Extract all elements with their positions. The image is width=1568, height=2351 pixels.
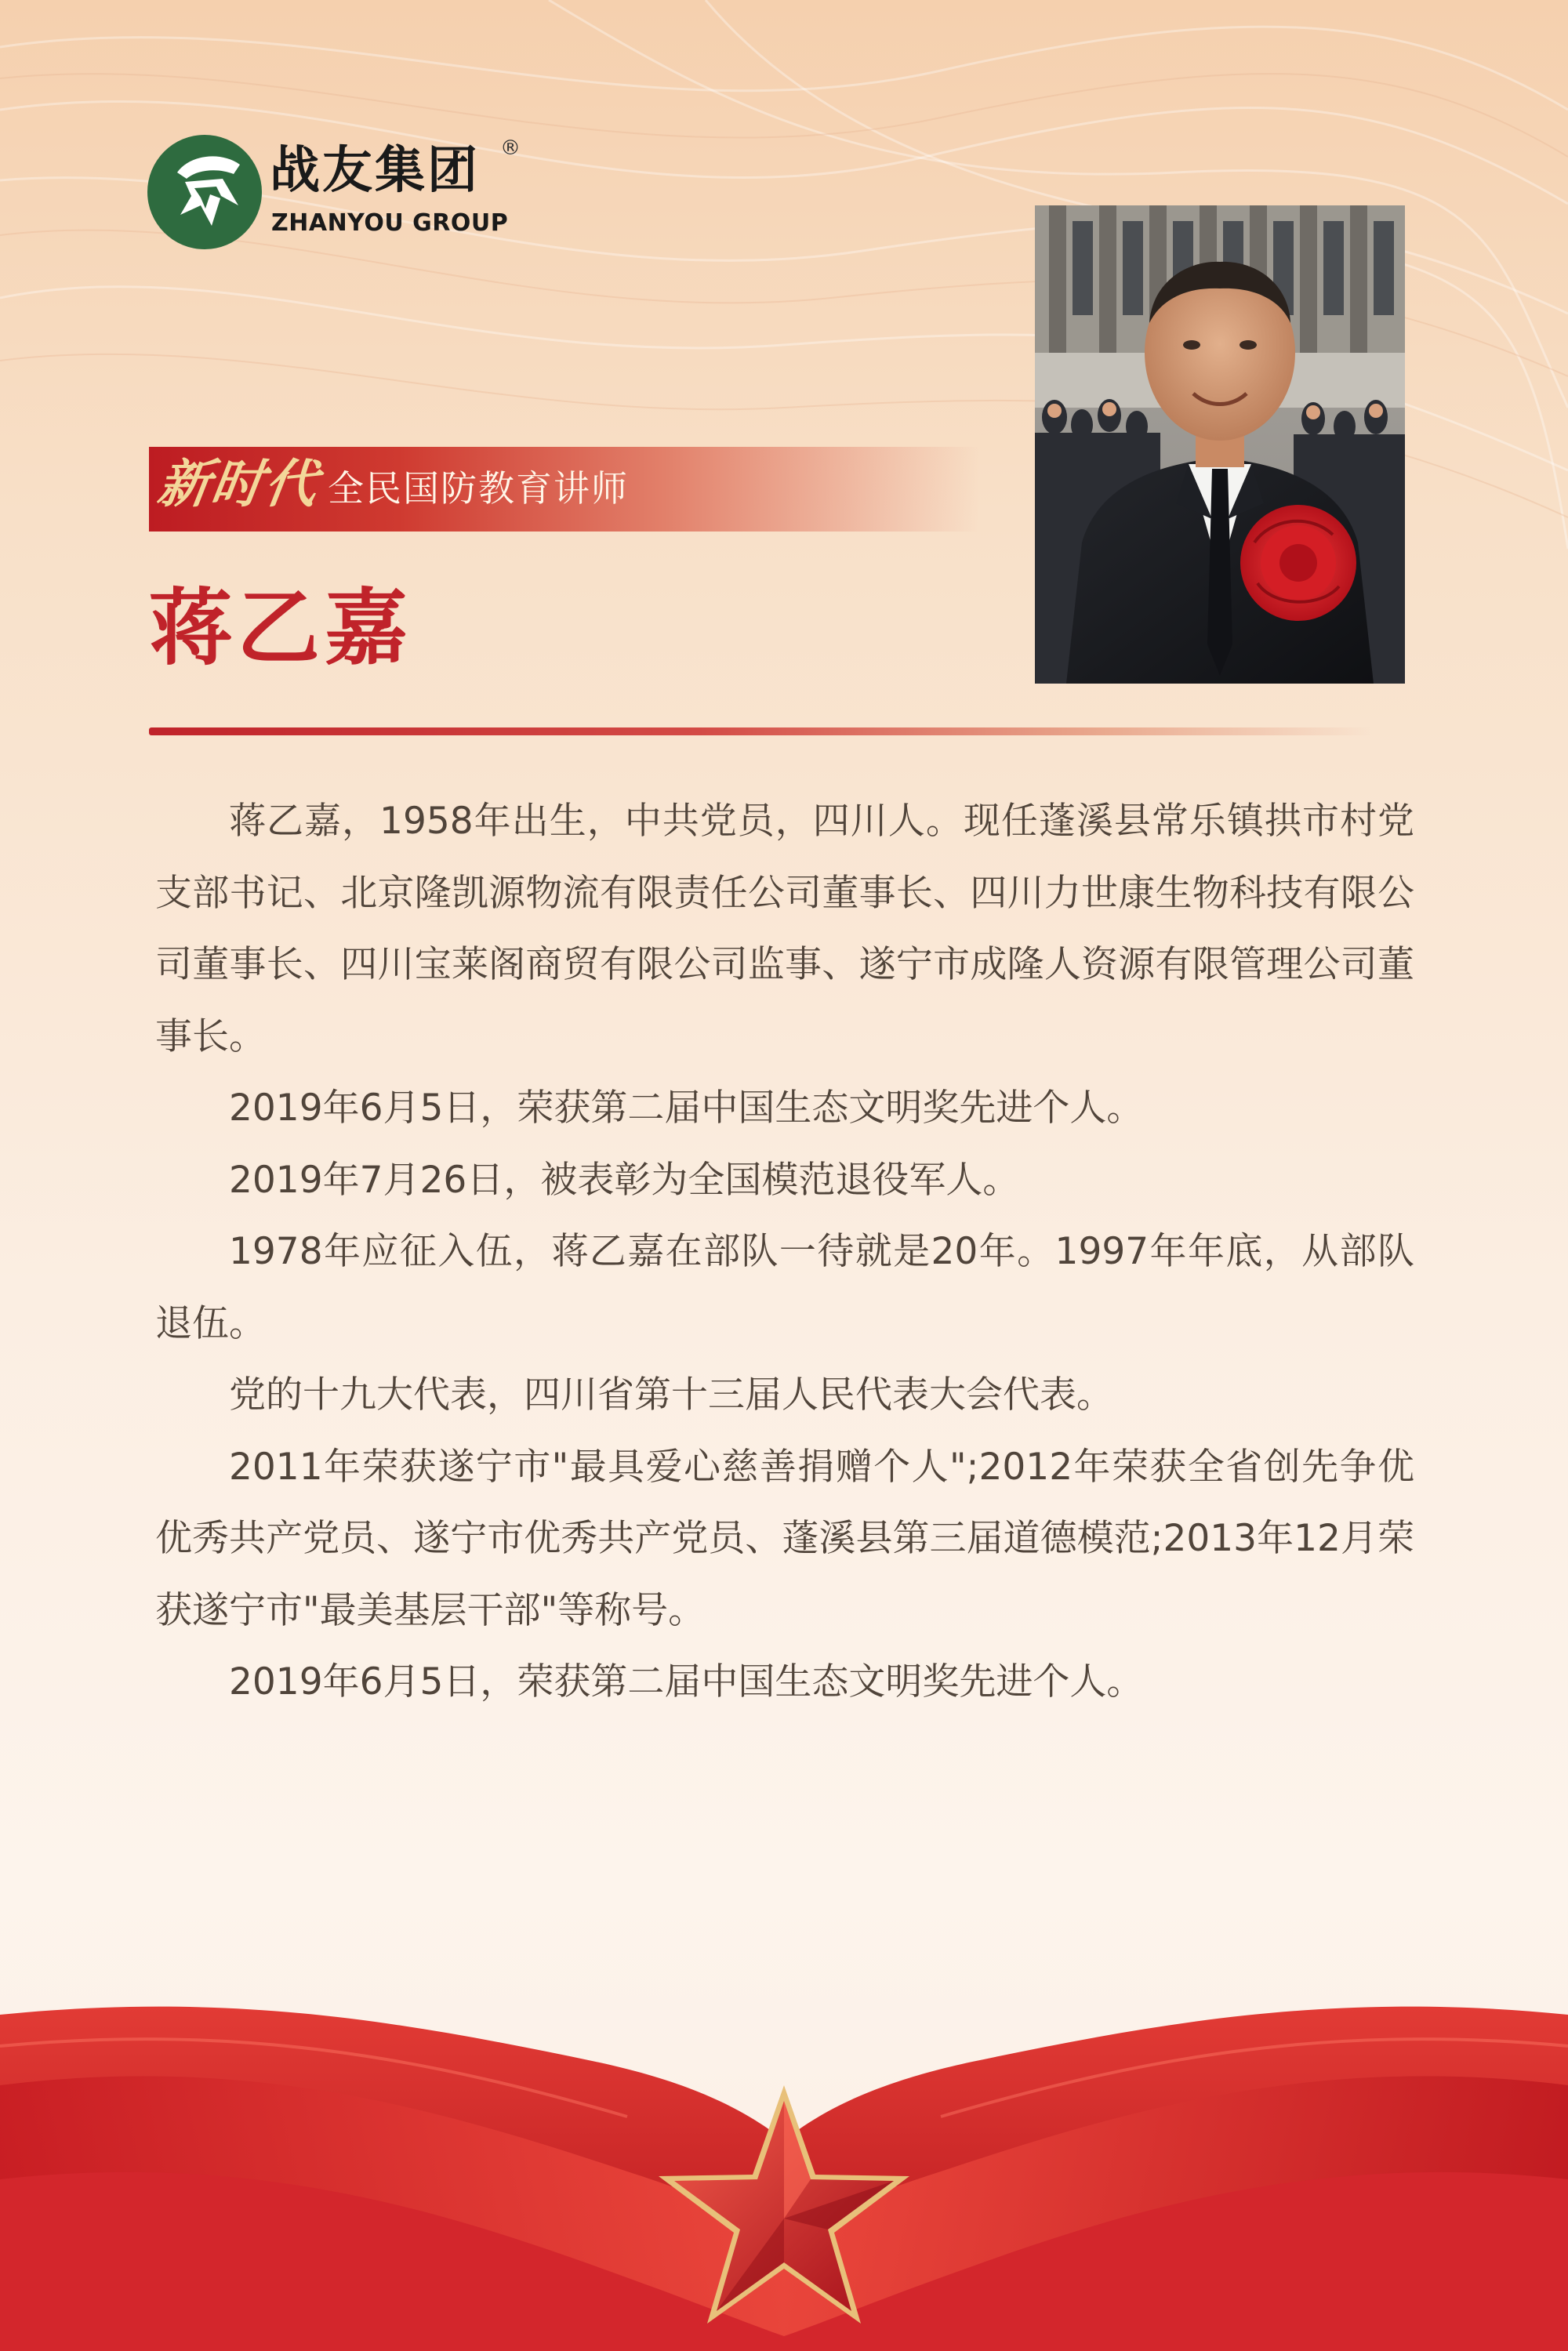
person-name: 蒋乙嘉 <box>149 579 412 677</box>
logo-name-en: ZHANYOU GROUP <box>271 209 509 237</box>
logo <box>146 133 538 251</box>
soldier-emblem-icon <box>146 133 263 251</box>
portrait-photo <box>1035 205 1405 684</box>
red-ribbon-with-star <box>0 1991 1568 2351</box>
biography <box>155 785 1414 1718</box>
bio-paragraph: 蒋乙嘉，1958年出生，中共党员，四川人。现任蓬溪县常乐镇拱市村党支部书记、北京隆凯源物流有限责任公司董事长、四川力世康生物科技有限公司董事长、四川宝莱阁商贸有限公司监事、遂宁市成隆人资源有限管理公司董事长。 <box>155 800 1414 1058</box>
bio-paragraph: 2011年荣获遂宁市"最具爱心慈善捐赠个人";2012年荣获全省创先争优优秀共产党员、遂宁市优秀共产党员、蓬溪县第三届道德模范;2013年12月荣获遂宁市"最美基层干部"等称号。 <box>155 1445 1414 1632</box>
banner-title: 全民国防教育讲师 <box>328 467 629 510</box>
bio-paragraph: 1978年应征入伍，蒋乙嘉在部队一待就是20年。1997年年底，从部队退伍。 <box>155 1230 1414 1345</box>
banner-calligraphy: 新时代 <box>154 453 323 514</box>
bio-paragraph: 2019年7月26日，被表彰为全国模范退役军人。 <box>229 1158 1020 1202</box>
bio-paragraph: 2019年6月5日，荣获第二届中国生态文明奖先进个人。 <box>229 1660 1144 1703</box>
logo-name-cn: 战友集团 <box>270 142 480 200</box>
title-banner <box>149 447 980 532</box>
registered-mark: ® <box>500 136 521 160</box>
name-divider <box>149 727 1372 735</box>
bio-paragraph: 党的十九大代表，四川省第十三届人民代表大会代表。 <box>229 1373 1113 1417</box>
bio-paragraph: 2019年6月5日，荣获第二届中国生态文明奖先进个人。 <box>229 1087 1144 1130</box>
